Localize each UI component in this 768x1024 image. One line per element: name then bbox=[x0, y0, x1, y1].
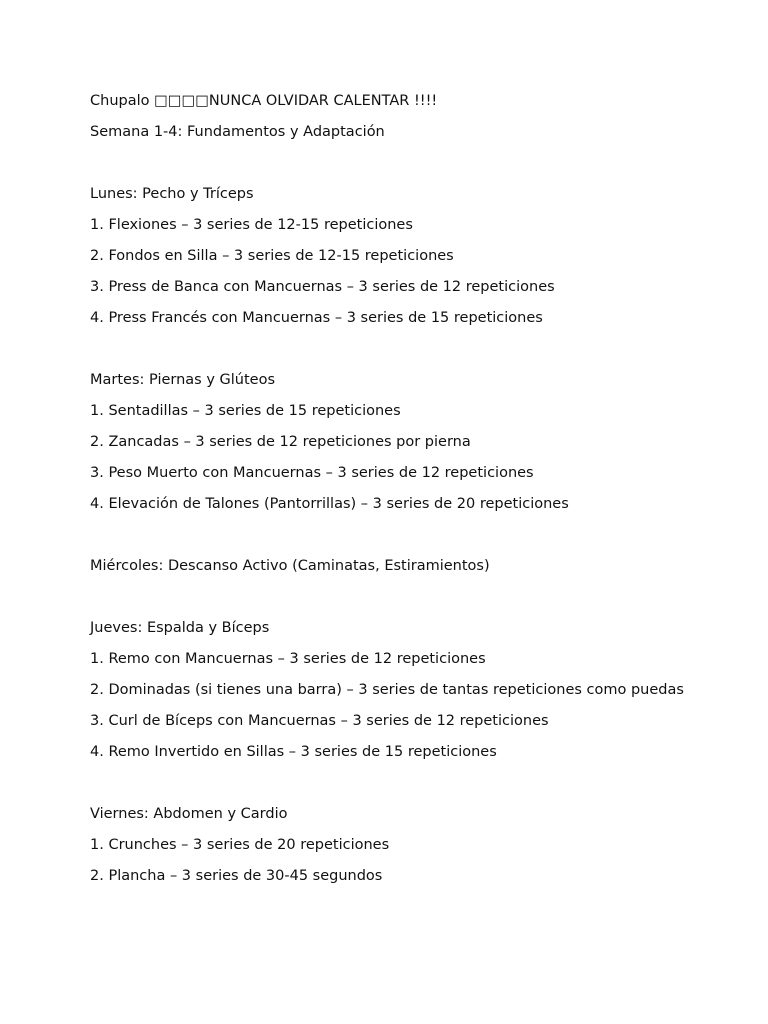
blank-line bbox=[90, 153, 690, 174]
blank-line bbox=[90, 525, 690, 546]
exercise-item: 3. Peso Muerto con Mancuernas – 3 series de 12 repeticiones bbox=[90, 465, 534, 481]
blank-line bbox=[90, 773, 690, 794]
day-heading: Jueves: Espalda y Bíceps bbox=[90, 620, 270, 636]
exercise-item: 3. Press de Banca con Mancuernas – 3 series de 12 repeticiones bbox=[90, 279, 555, 295]
day-section-martes bbox=[90, 370, 690, 515]
exercise-item: 3. Curl de Bíceps con Mancuernas – 3 series de 12 repeticiones bbox=[90, 713, 549, 729]
exercise-item: 1. Remo con Mancuernas – 3 series de 12 repeticiones bbox=[90, 651, 486, 667]
title-suffix: NUNCA OLVIDAR CALENTAR !!!! bbox=[208, 93, 438, 109]
document-title bbox=[90, 91, 690, 112]
blank-line bbox=[90, 587, 690, 608]
day-section-lunes bbox=[90, 184, 690, 329]
exercise-item: 2. Plancha – 3 series de 30-45 segundos bbox=[90, 868, 383, 884]
missing-glyph-icons: □□□□ bbox=[154, 93, 209, 109]
day-heading: Martes: Piernas y Glúteos bbox=[90, 372, 276, 388]
day-section-jueves bbox=[90, 618, 690, 763]
title-prefix: Chupalo bbox=[90, 93, 155, 109]
document-subtitle: Semana 1-4: Fundamentos y Adaptación bbox=[90, 124, 385, 140]
exercise-item: 4. Elevación de Talones (Pantorrillas) – 3 series de 20 repeticiones bbox=[90, 496, 569, 512]
exercise-item: 4. Remo Invertido en Sillas – 3 series de 15 repeticiones bbox=[90, 744, 497, 760]
exercise-item: 1. Sentadillas – 3 series de 15 repeticiones bbox=[90, 403, 401, 419]
day-heading: Lunes: Pecho y Tríceps bbox=[90, 186, 254, 202]
day-heading: Viernes: Abdomen y Cardio bbox=[90, 806, 288, 822]
day-section-miercoles bbox=[90, 556, 690, 577]
exercise-item: 1. Crunches – 3 series de 20 repeticiones bbox=[90, 837, 390, 853]
day-heading: Miércoles: Descanso Activo (Caminatas, Estiramientos) bbox=[90, 558, 490, 574]
exercise-item: 2. Zancadas – 3 series de 12 repeticiones por pierna bbox=[90, 434, 471, 450]
blank-line bbox=[90, 339, 690, 360]
exercise-item: 2. Dominadas (si tienes una barra) – 3 series de tantas repeticiones como puedas bbox=[90, 682, 684, 698]
day-section-viernes bbox=[90, 804, 690, 887]
document-page bbox=[90, 91, 690, 897]
exercise-item: 1. Flexiones – 3 series de 12-15 repeticiones bbox=[90, 217, 413, 233]
exercise-item: 2. Fondos en Silla – 3 series de 12-15 repeticiones bbox=[90, 248, 454, 264]
exercise-item: 4. Press Francés con Mancuernas – 3 series de 15 repeticiones bbox=[90, 310, 543, 326]
